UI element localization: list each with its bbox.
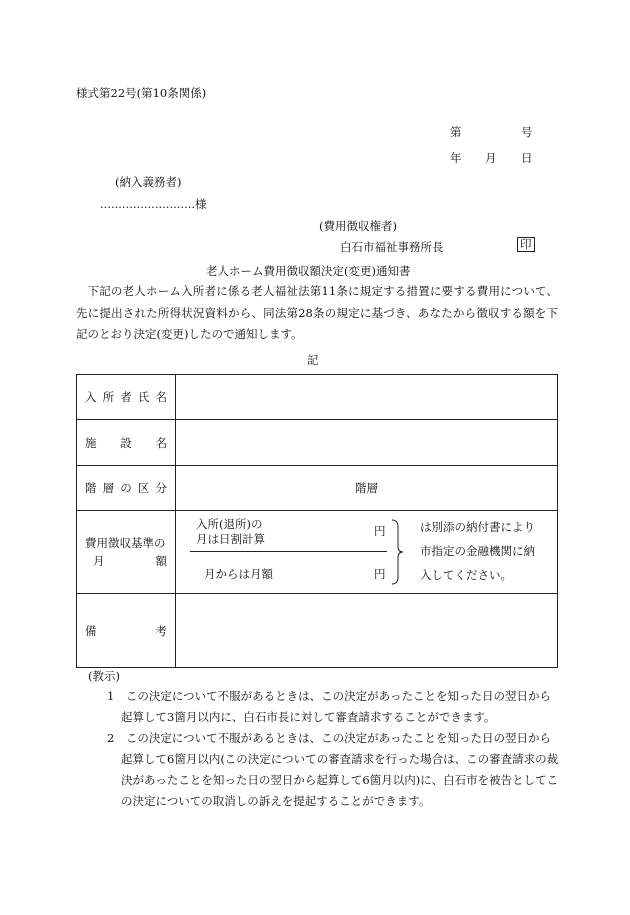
doc-number-suffix: 号 <box>521 125 533 139</box>
instruction-header: (教示) <box>88 669 120 683</box>
label-facility-name: 施 設 名 <box>77 420 176 466</box>
date-month: 月 <box>485 151 497 165</box>
instruction-list <box>107 686 559 812</box>
payer-honorific: 様 <box>195 197 207 211</box>
monthly-label: 月からは月額 <box>204 567 273 581</box>
value-facility-name <box>176 420 558 466</box>
form-number: 様式第22号(第10条関係) <box>76 86 207 100</box>
document-title: 老人ホーム費用徴収額決定(変更)通知書 <box>206 264 411 278</box>
note-line-1: は別添の納付書により <box>420 520 535 534</box>
collector-name: 白石市福祉事務所長 <box>340 240 444 254</box>
collector-seal <box>517 237 535 252</box>
note-line-2: 市指定の金融機関に納 <box>420 544 535 558</box>
value-remarks <box>176 594 558 668</box>
details-table <box>76 374 558 668</box>
yen-daily: 円 <box>374 524 386 538</box>
value-monthly-fee: 入所(退所)の 月は日割計算 円 月からは月額 円 は別添の納付書により 市指定の金融機関に納 入してください。 <box>176 511 558 594</box>
seal-mark: 印 <box>517 237 535 252</box>
value-resident-name <box>176 375 558 420</box>
payer-dots: .......................... <box>100 197 196 211</box>
value-tier: 階層 <box>176 466 558 511</box>
label-tier: 階 層 の 区 分 <box>77 466 176 511</box>
payer-label: (納入義務者) <box>115 175 182 189</box>
row-monthly-fee <box>77 511 558 594</box>
instruction-item-2: 2 この決定について不服があるときは、この決定があったことを知った日の翌日から起算して6箇月以内(この決定についての審査請求を行った場合は、この審査請求の裁決があったことを知った日の翌日から起算して6箇月以内)に、白石市を被告としてこの決定についての取消しの訴えを提起することができます。 <box>107 731 559 808</box>
ki-mark: 記 <box>307 353 319 367</box>
note-line-3: 入してください。 <box>420 568 512 582</box>
doc-number-prefix: 第 <box>450 125 462 139</box>
label-resident-name: 入 所 者 氏 名 <box>77 375 176 420</box>
row-tier <box>77 466 558 511</box>
label-remarks: 備 考 <box>77 594 176 668</box>
date-year: 年 <box>450 151 462 165</box>
collector-label: (費用徴収権者) <box>319 219 397 233</box>
date-day: 日 <box>521 151 533 165</box>
payer-name-line <box>100 196 207 212</box>
divider-line <box>190 551 387 552</box>
label-monthly-fee: 費用徴収基準の 月 額 <box>77 511 176 594</box>
instruction-item-1: 1 この決定について不服があるときは、この決定があったことを知った日の翌日から起算して3箇月以内に、白石市長に対して審査請求することができます。 <box>107 689 551 724</box>
row-remarks <box>77 594 558 668</box>
right-brace-icon <box>390 519 404 585</box>
body-text: 下記の老人ホーム入所者に係る老人福祉法第11条に規定する措置に要する費用について、先に提出された所得状況資料から、同法第28条の規定に基づき、あなたから徴収する額を下記のとおり決定(変更)したので通知します。 <box>76 284 558 341</box>
yen-monthly: 円 <box>374 567 386 581</box>
row-facility-name <box>77 420 558 466</box>
row-resident-name <box>77 375 558 420</box>
